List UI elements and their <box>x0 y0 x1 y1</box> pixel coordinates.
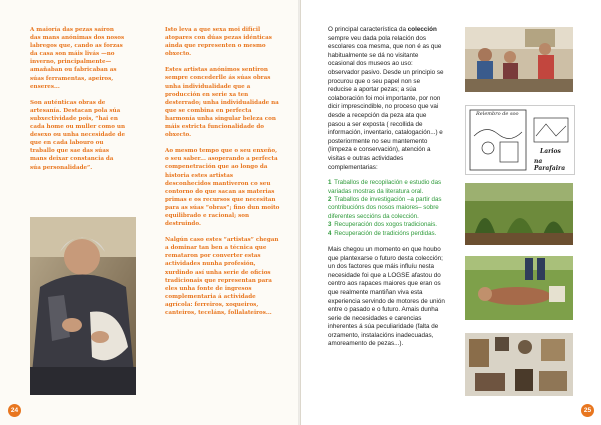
left-column-2 <box>165 26 280 325</box>
left-col2-paragraph-2: Estes artistas anónimos sentiron sempre concederlle ás súas obras unha individualidade que a producción en serie xa ten desterrado; unha individualidade na que se combina en perfecta harmonía unha singular beleza con máis estricta funcionalidade do obxecto. <box>165 67 279 139</box>
list-text: Recuperación de tradicións perdidas. <box>334 229 437 237</box>
left-col2-paragraph-1: Isto leva a que sexa moi difícil atopares con dúas pezas idénticas ainda que representen o mesmo obxecto. <box>165 27 272 58</box>
list-number: 2 <box>328 195 332 203</box>
list-item <box>328 221 445 229</box>
intro-text-start: O principal característica da <box>328 26 408 33</box>
playing-photo <box>465 256 573 320</box>
right-closing-paragraph: Mais chegou un momento en que houbo que plantexarse o futuro desta colección; un dos factores que máis influíu nesta necesidade foi que a LOGSE afastou do centro aos rapaces maiores que eran os que realmente mantiñan viva esta experiencia servindo de motores de unión entre o pasado e o futuro. Amais dunha serie de necesidades e carencias inherentes á súa peculiaridade (falta de orzamento, instalacións inadecuadas, amoreamento de pezas...). <box>328 245 445 348</box>
list-number: 4 <box>328 229 332 237</box>
illustration-caption-top: Relembro de soo <box>476 111 519 117</box>
list-item <box>328 179 445 196</box>
list-text: Traballos de recopilación e estudio das variadas mostras da literatura oral. <box>328 179 442 195</box>
garden-photo <box>465 183 573 245</box>
left-col1-paragraph-1: A maioría das pezas saíron das mans anónimas dos nosos labregos que, cando as forzas da casa son máis livás —no inverno, principalmente— amañaban ou fabricaban as súas ferramentas, apeiros, enseres... <box>30 27 125 90</box>
list-item <box>328 230 445 238</box>
intro-text-end: sempre veu dada pola relación dos escolares coa mesma, que non é as que habitualmente se dá no visitante ocasional dos museos ao uso: observador pasivo. Desde un principio se procurou que o seu papel non se reducise a aportar pezas; a súa colaboración foi moi importante, por non dicir imprescindible, no proceso que vai desde a recepción da peza ata que pasou a ser exposta ( recollida de información, inventario, catalogación...) e posteriormente no seu mantemento (limpeza e conservación), atención a visitas e outras actividades complementarias: <box>328 34 444 171</box>
playing-photo-image <box>465 256 573 320</box>
book-illustration <box>465 105 575 175</box>
artisan-photo <box>30 217 136 395</box>
intro-text-bold: colección <box>407 26 437 33</box>
classroom-photo <box>465 27 573 92</box>
collection-photo-image <box>465 333 573 396</box>
classroom-photo-image <box>465 27 573 92</box>
list-text: Traballos de investigación –a partir das contribucións dos nosos maiores– sobre diferentes seccións da colección. <box>328 195 442 220</box>
illustration-caption-line3: na Parafaira <box>534 158 566 172</box>
right-page <box>301 0 601 425</box>
list-item <box>328 196 445 221</box>
page-number-right: 25 <box>581 404 594 417</box>
illustration-caption-line2: Larios <box>540 148 561 155</box>
garden-photo-image <box>465 183 573 245</box>
right-text-column <box>328 26 445 356</box>
right-intro-paragraph <box>328 26 445 172</box>
page-number-left: 24 <box>8 404 21 417</box>
left-col1-paragraph-2: Son auténticas obras de artesanía. Destacan pola súa subxectividade pois, “hai en cada home ou muller como un desexo ou unha necesidade de que en cada labouro ou traballo que sae das súas mans deixar constancia da súa personalidade”. <box>30 99 126 171</box>
left-column-1 <box>30 26 126 180</box>
list-number: 3 <box>328 221 332 229</box>
activities-list <box>328 179 445 238</box>
collection-photo <box>465 333 573 396</box>
left-col2-paragraph-3: Ao mesmo tempo que o seu enxeño, o seu saber... asoperando a perfecta compenetración que ao longo da historia estes artistas desconhecidos mantiveron co seu contorno do que sacan as materias primas e os recursos que necesitan para as súas “obras”; fino dun moito equilibrado e racional; son destruindo. <box>165 148 280 228</box>
left-col2-paragraph-4: Nalgún caso estes “artistas” chegan a dominar tan ben a técnica que remataron por converter estas actividades nunha profesión, xurdindo así unha serie de oficios tradicionais que representan para eles unha fonte de ingresos complementaria á actividade agrícola: ferreiros, xoqueiros, canteiros, teceláns, follalateiros... <box>165 237 279 316</box>
list-number: 1 <box>328 179 332 187</box>
list-text: Recuperación dos xogos tradicionais. <box>334 221 438 229</box>
artisan-photo-image <box>30 217 136 395</box>
